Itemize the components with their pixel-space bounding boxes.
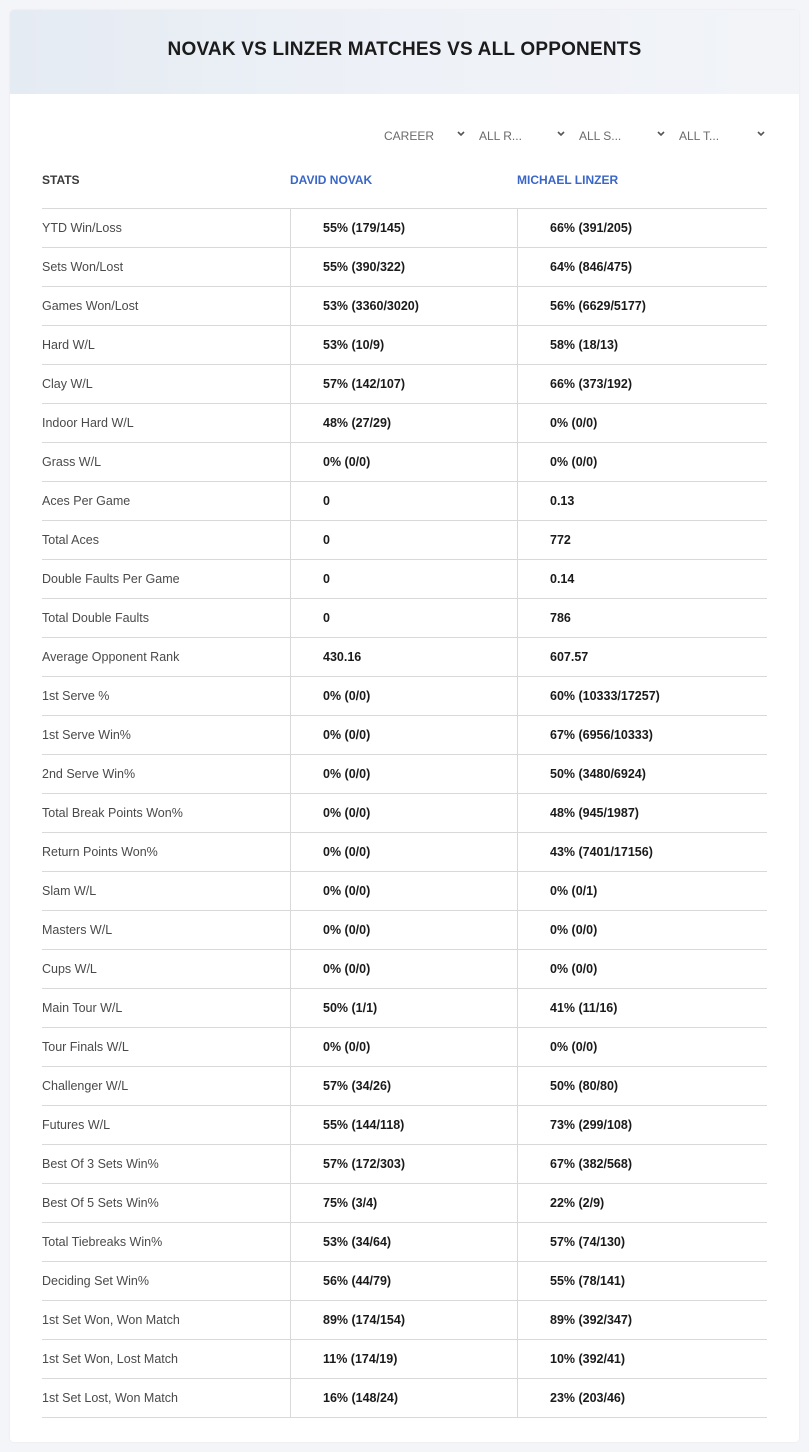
stat-label: 1st Set Won, Won Match — [42, 1313, 180, 1327]
player2-column-header[interactable]: MICHAEL LINZER — [517, 173, 619, 187]
surface-filter-dropdown[interactable] — [579, 126, 664, 146]
player1-value: 0 — [290, 560, 517, 598]
player1-value: 0 — [290, 482, 517, 520]
player1-value: 55% (144/118) — [290, 1106, 517, 1144]
player2-value: 67% (382/568) — [517, 1145, 767, 1183]
player1-value: 0% (0/0) — [290, 1028, 517, 1066]
table-row — [42, 1028, 767, 1067]
table-row — [42, 1223, 767, 1262]
stat-label: Total Double Faults — [42, 611, 150, 625]
player2-value: 55% (78/141) — [517, 1262, 767, 1300]
player2-value: 607.57 — [517, 638, 767, 676]
player1-value: 75% (3/4) — [290, 1184, 517, 1222]
stat-label: Futures W/L — [42, 1118, 111, 1132]
stat-label: Clay W/L — [42, 377, 93, 391]
table-row — [42, 521, 767, 560]
table-row — [42, 1106, 767, 1145]
table-row — [42, 599, 767, 638]
player1-value: 0% (0/0) — [290, 833, 517, 871]
player2-value: 0% (0/0) — [517, 950, 767, 988]
stat-label: Main Tour W/L — [42, 1001, 123, 1015]
table-row — [42, 1379, 767, 1418]
player2-value: 10% (392/41) — [517, 1340, 767, 1378]
player2-value: 22% (2/9) — [517, 1184, 767, 1222]
tournament-filter-dropdown[interactable] — [679, 126, 764, 146]
stat-label: YTD Win/Loss — [42, 221, 122, 235]
stat-label: Grass W/L — [42, 455, 102, 469]
player1-value: 0% (0/0) — [290, 755, 517, 793]
player2-value: 57% (74/130) — [517, 1223, 767, 1261]
table-row — [42, 1184, 767, 1223]
stat-label: Aces Per Game — [42, 494, 131, 508]
stat-label: 1st Set Won, Lost Match — [42, 1352, 178, 1366]
player1-column-header[interactable]: DAVID NOVAK — [290, 173, 373, 187]
stat-label: Masters W/L — [42, 923, 113, 937]
stat-label: Total Aces — [42, 533, 99, 547]
table-row — [42, 794, 767, 833]
player2-value: 0.13 — [517, 482, 767, 520]
player2-value: 58% (18/13) — [517, 326, 767, 364]
stat-label: 2nd Serve Win% — [42, 767, 136, 781]
stat-label: Average Opponent Rank — [42, 650, 180, 664]
player2-value: 64% (846/475) — [517, 248, 767, 286]
table-body — [42, 209, 767, 1418]
stat-label: Best Of 3 Sets Win% — [42, 1157, 159, 1171]
card-header — [10, 10, 799, 94]
player1-value: 430.16 — [290, 638, 517, 676]
table-row — [42, 209, 767, 248]
stats-column-header: STATS — [42, 173, 80, 187]
filter-bar — [10, 126, 799, 146]
table-row — [42, 872, 767, 911]
stats-card — [10, 10, 799, 1442]
player2-value: 89% (392/347) — [517, 1301, 767, 1339]
table-row — [42, 560, 767, 599]
player2-value: 23% (203/46) — [517, 1379, 767, 1417]
table-row — [42, 1145, 767, 1184]
player1-value: 0% (0/0) — [290, 716, 517, 754]
player1-value: 0% (0/0) — [290, 911, 517, 949]
player2-value: 772 — [517, 521, 767, 559]
stats-table — [42, 165, 767, 1418]
player2-value: 43% (7401/17156) — [517, 833, 767, 871]
career-filter-label: CAREER — [384, 129, 435, 143]
chevron-down-icon — [757, 131, 764, 138]
player1-value: 53% (34/64) — [290, 1223, 517, 1261]
table-row — [42, 365, 767, 404]
player1-value: 57% (142/107) — [290, 365, 517, 403]
player2-value: 50% (80/80) — [517, 1067, 767, 1105]
stat-label: Indoor Hard W/L — [42, 416, 134, 430]
player2-value: 0% (0/0) — [517, 1028, 767, 1066]
player1-value: 55% (179/145) — [290, 209, 517, 247]
stat-label: Games Won/Lost — [42, 299, 139, 313]
table-row — [42, 287, 767, 326]
table-row — [42, 638, 767, 677]
table-row — [42, 443, 767, 482]
player2-value: 41% (11/16) — [517, 989, 767, 1027]
stat-label: Total Tiebreaks Win% — [42, 1235, 163, 1249]
round-filter-dropdown[interactable] — [479, 126, 564, 146]
player2-value: 786 — [517, 599, 767, 637]
stat-label: Hard W/L — [42, 338, 95, 352]
player2-value: 56% (6629/5177) — [517, 287, 767, 325]
stat-label: Slam W/L — [42, 884, 97, 898]
table-row — [42, 404, 767, 443]
player2-value: 0.14 — [517, 560, 767, 598]
table-row — [42, 326, 767, 365]
round-filter-label: ALL R... — [479, 129, 522, 143]
table-row — [42, 1067, 767, 1106]
player2-value: 67% (6956/10333) — [517, 716, 767, 754]
player1-value: 0 — [290, 521, 517, 559]
player1-value: 50% (1/1) — [290, 989, 517, 1027]
player1-value: 53% (3360/3020) — [290, 287, 517, 325]
table-row — [42, 1340, 767, 1379]
tournament-filter-label: ALL T... — [679, 129, 720, 143]
player2-value: 66% (391/205) — [517, 209, 767, 247]
stat-label: Sets Won/Lost — [42, 260, 124, 274]
player2-value: 0% (0/1) — [517, 872, 767, 910]
table-row — [42, 989, 767, 1028]
table-row — [42, 833, 767, 872]
career-filter-dropdown[interactable] — [384, 126, 464, 146]
player1-value: 57% (34/26) — [290, 1067, 517, 1105]
chevron-down-icon — [657, 131, 664, 138]
player1-value: 53% (10/9) — [290, 326, 517, 364]
player1-value: 56% (44/79) — [290, 1262, 517, 1300]
table-row — [42, 950, 767, 989]
table-row — [42, 1301, 767, 1340]
stat-label: Deciding Set Win% — [42, 1274, 149, 1288]
player1-value: 89% (174/154) — [290, 1301, 517, 1339]
player1-value: 0% (0/0) — [290, 443, 517, 481]
stat-label: Tour Finals W/L — [42, 1040, 129, 1054]
stat-label: Best Of 5 Sets Win% — [42, 1196, 159, 1210]
table-row — [42, 482, 767, 521]
stat-label: 1st Set Lost, Won Match — [42, 1391, 178, 1405]
stat-label: Double Faults Per Game — [42, 572, 180, 586]
table-row — [42, 755, 767, 794]
table-row — [42, 677, 767, 716]
player2-value: 0% (0/0) — [517, 443, 767, 481]
player2-value: 73% (299/108) — [517, 1106, 767, 1144]
player1-value: 0% (0/0) — [290, 677, 517, 715]
player1-value: 0% (0/0) — [290, 950, 517, 988]
stat-label: Total Break Points Won% — [42, 806, 183, 820]
chevron-down-icon — [457, 131, 464, 138]
player2-value: 0% (0/0) — [517, 404, 767, 442]
player1-value: 55% (390/322) — [290, 248, 517, 286]
surface-filter-label: ALL S... — [579, 129, 622, 143]
page-title: NOVAK VS LINZER MATCHES VS ALL OPPONENTS — [167, 39, 642, 60]
player1-value: 0% (0/0) — [290, 794, 517, 832]
stat-label: Challenger W/L — [42, 1079, 129, 1093]
table-row — [42, 716, 767, 755]
player2-value: 60% (10333/17257) — [517, 677, 767, 715]
table-header — [42, 165, 767, 209]
table-row — [42, 248, 767, 287]
table-row — [42, 1262, 767, 1301]
stat-label: Return Points Won% — [42, 845, 158, 859]
player1-value: 48% (27/29) — [290, 404, 517, 442]
stat-label: Cups W/L — [42, 962, 97, 976]
stat-label: 1st Serve Win% — [42, 728, 131, 742]
player2-value: 48% (945/1987) — [517, 794, 767, 832]
player1-value: 57% (172/303) — [290, 1145, 517, 1183]
player1-value: 0% (0/0) — [290, 872, 517, 910]
player1-value: 11% (174/19) — [290, 1340, 517, 1378]
player2-value: 0% (0/0) — [517, 911, 767, 949]
player2-value: 50% (3480/6924) — [517, 755, 767, 793]
chevron-down-icon — [557, 131, 564, 138]
stat-label: 1st Serve % — [42, 689, 110, 703]
player2-value: 66% (373/192) — [517, 365, 767, 403]
table-row — [42, 911, 767, 950]
player1-value: 16% (148/24) — [290, 1379, 517, 1417]
player1-value: 0 — [290, 599, 517, 637]
